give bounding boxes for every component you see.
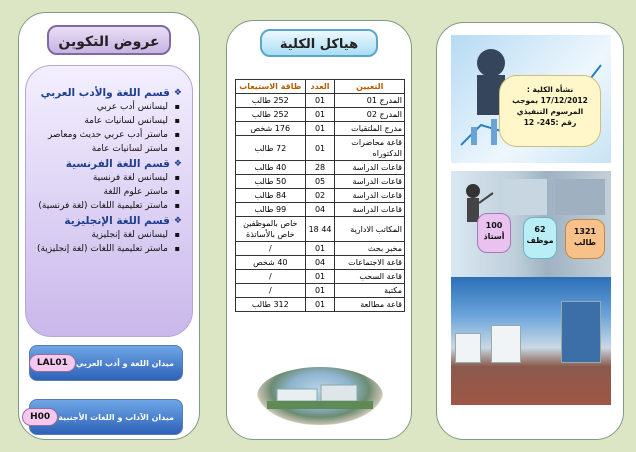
designation-cell: قاعة محاضرات الدكتوراه (335, 136, 405, 161)
count-cell: 01 (305, 122, 335, 136)
capacity-cell: 99 طالب (236, 203, 306, 217)
stat-value: 1321 (573, 227, 597, 236)
campus-buildings-icon (257, 367, 383, 425)
table-row (236, 203, 405, 217)
capacity-cell: 50 طالب (236, 175, 306, 189)
section-arabic (36, 87, 182, 155)
table-row (236, 161, 405, 175)
domain-code-box (29, 399, 183, 435)
count-cell: 01 (305, 298, 335, 312)
designation-cell: المدرج 02 (335, 108, 405, 122)
capacity-cell: خاص بالموظفين خاص بالأساتذة (236, 217, 306, 242)
domain-code-box (29, 345, 183, 381)
date-line: نشأة الكلية : (526, 85, 574, 94)
table-row (236, 175, 405, 189)
table-header-row (236, 80, 405, 94)
stat-employees (523, 217, 557, 259)
course-item: ▪ ماستر تعليمية اللغات (لغة فرنسية) (36, 200, 182, 212)
capacity-cell: 40 شخص (236, 256, 306, 270)
course-item: ▪ ليسانس أدب عربي (36, 101, 182, 113)
date-line: المرسوم التنفيذي (516, 107, 584, 116)
designation-cell: قاعات الدراسة (335, 161, 405, 175)
section-heading: قسم اللغة الإنجليزية (64, 215, 170, 227)
table-body (236, 94, 405, 312)
table-row (236, 189, 405, 203)
count-cell: 28 (305, 161, 335, 175)
section-heading: قسم اللغة والأدب العربي (40, 87, 170, 99)
section-heading: قسم اللغة الفرنسية (65, 158, 170, 170)
table-row (236, 242, 405, 256)
count-cell: 02 (305, 189, 335, 203)
designation-cell: مدرج الملتقيات (335, 122, 405, 136)
capacity-cell: 252 طالب (236, 108, 306, 122)
diamond-bullet-icon: ❖ (173, 159, 182, 169)
table-row (236, 217, 405, 242)
stat-label: طالب (573, 238, 596, 247)
count-cell: 44 18 (305, 217, 335, 242)
table-row (236, 270, 405, 284)
building-shape (561, 301, 601, 363)
course-item: ▪ ليسانس لغة إنجليزية (36, 229, 182, 241)
section-french (36, 158, 182, 212)
designation-cell: مخبر بحث (335, 242, 405, 256)
capacity-cell: / (236, 242, 306, 256)
capacity-cell: / (236, 284, 306, 298)
stat-professors (477, 213, 511, 253)
course-item: ▪ ليسانس لسانيات عامة (36, 115, 182, 127)
course-item: ▪ ليسانس لغة فرنسية (36, 172, 182, 184)
count-cell: 01 (305, 136, 335, 161)
table-row (236, 256, 405, 270)
stat-label: موظف (526, 236, 554, 245)
count-cell: 01 (305, 284, 335, 298)
capacity-cell: 176 شخص (236, 122, 306, 136)
count-cell: 04 (305, 256, 335, 270)
domain-code: LAL01 (29, 354, 76, 372)
designation-cell: قاعة مطالعة (335, 298, 405, 312)
date-line: 17/12/2012 بموجب (512, 96, 588, 105)
course-item: ▪ ماستر أدب عربي حديث ومعاصر (36, 129, 182, 141)
faculty-structures-panel (226, 20, 412, 440)
faculty-info-panel (436, 22, 624, 440)
count-cell: 01 (305, 270, 335, 284)
stat-value: 62 (534, 225, 546, 234)
diamond-bullet-icon: ❖ (173, 88, 182, 98)
table-row (236, 122, 405, 136)
capacity-cell: 252 طالب (236, 94, 306, 108)
stat-value: 100 (485, 221, 503, 230)
domain-code: H00 (22, 408, 58, 426)
campus-oval-photo (257, 367, 383, 425)
courses-box (25, 65, 193, 337)
count-cell: 01 (305, 108, 335, 122)
training-offers-title: عروض التكوين (47, 25, 171, 55)
count-cell: 04 (305, 203, 335, 217)
designation-cell: قاعة السحب (335, 270, 405, 284)
designation-cell: قاعات الدراسة (335, 203, 405, 217)
designation-cell: قاعات الدراسة (335, 189, 405, 203)
capacity-cell: 72 طالب (236, 136, 306, 161)
section-english (36, 215, 182, 255)
structures-table (235, 79, 405, 312)
table-row (236, 108, 405, 122)
course-item: ▪ ماستر لسانيات عامة (36, 143, 182, 155)
training-offers-panel (18, 12, 200, 440)
course-item: ▪ ماستر علوم اللغة (36, 186, 182, 198)
designation-cell: المكاتب الادارية (335, 217, 405, 242)
campus-photo (451, 277, 611, 405)
domain-description: ميدان اللغة و أدب العربي (75, 358, 174, 368)
capacity-cell: 84 طالب (236, 189, 306, 203)
col-header-designation: التعيين (335, 80, 405, 94)
designation-cell: قاعات الدراسة (335, 175, 405, 189)
capacity-cell: 312 طالب (236, 298, 306, 312)
stat-students (565, 219, 605, 259)
domain-description: ميدان الآداب و اللغات الأجنبية (58, 412, 174, 422)
building-shape (455, 333, 481, 363)
founding-date-box (499, 75, 601, 147)
table-row (236, 136, 405, 161)
diamond-bullet-icon: ❖ (173, 216, 182, 226)
building-shape (491, 325, 521, 363)
course-item: ▪ ماستر تعليمية اللغات (لغة إنجليزية) (36, 243, 182, 255)
capacity-cell: 40 طالب (236, 161, 306, 175)
table-row (236, 284, 405, 298)
count-cell: 01 (305, 94, 335, 108)
designation-cell: قاعة الاجتماعات (335, 256, 405, 270)
stat-label: أستاذ (483, 232, 505, 241)
table-row (236, 298, 405, 312)
col-header-count: العدد (305, 80, 335, 94)
designation-cell: المدرج 01 (335, 94, 405, 108)
count-cell: 05 (305, 175, 335, 189)
faculty-structures-title: هياكل الكلية (260, 29, 378, 57)
col-header-capacity: طاقة الاستيعاب (236, 80, 306, 94)
designation-cell: مكتبة (335, 284, 405, 298)
date-line: رقم :245- 12 (523, 118, 577, 127)
capacity-cell: / (236, 270, 306, 284)
table-row (236, 94, 405, 108)
count-cell: 01 (305, 242, 335, 256)
